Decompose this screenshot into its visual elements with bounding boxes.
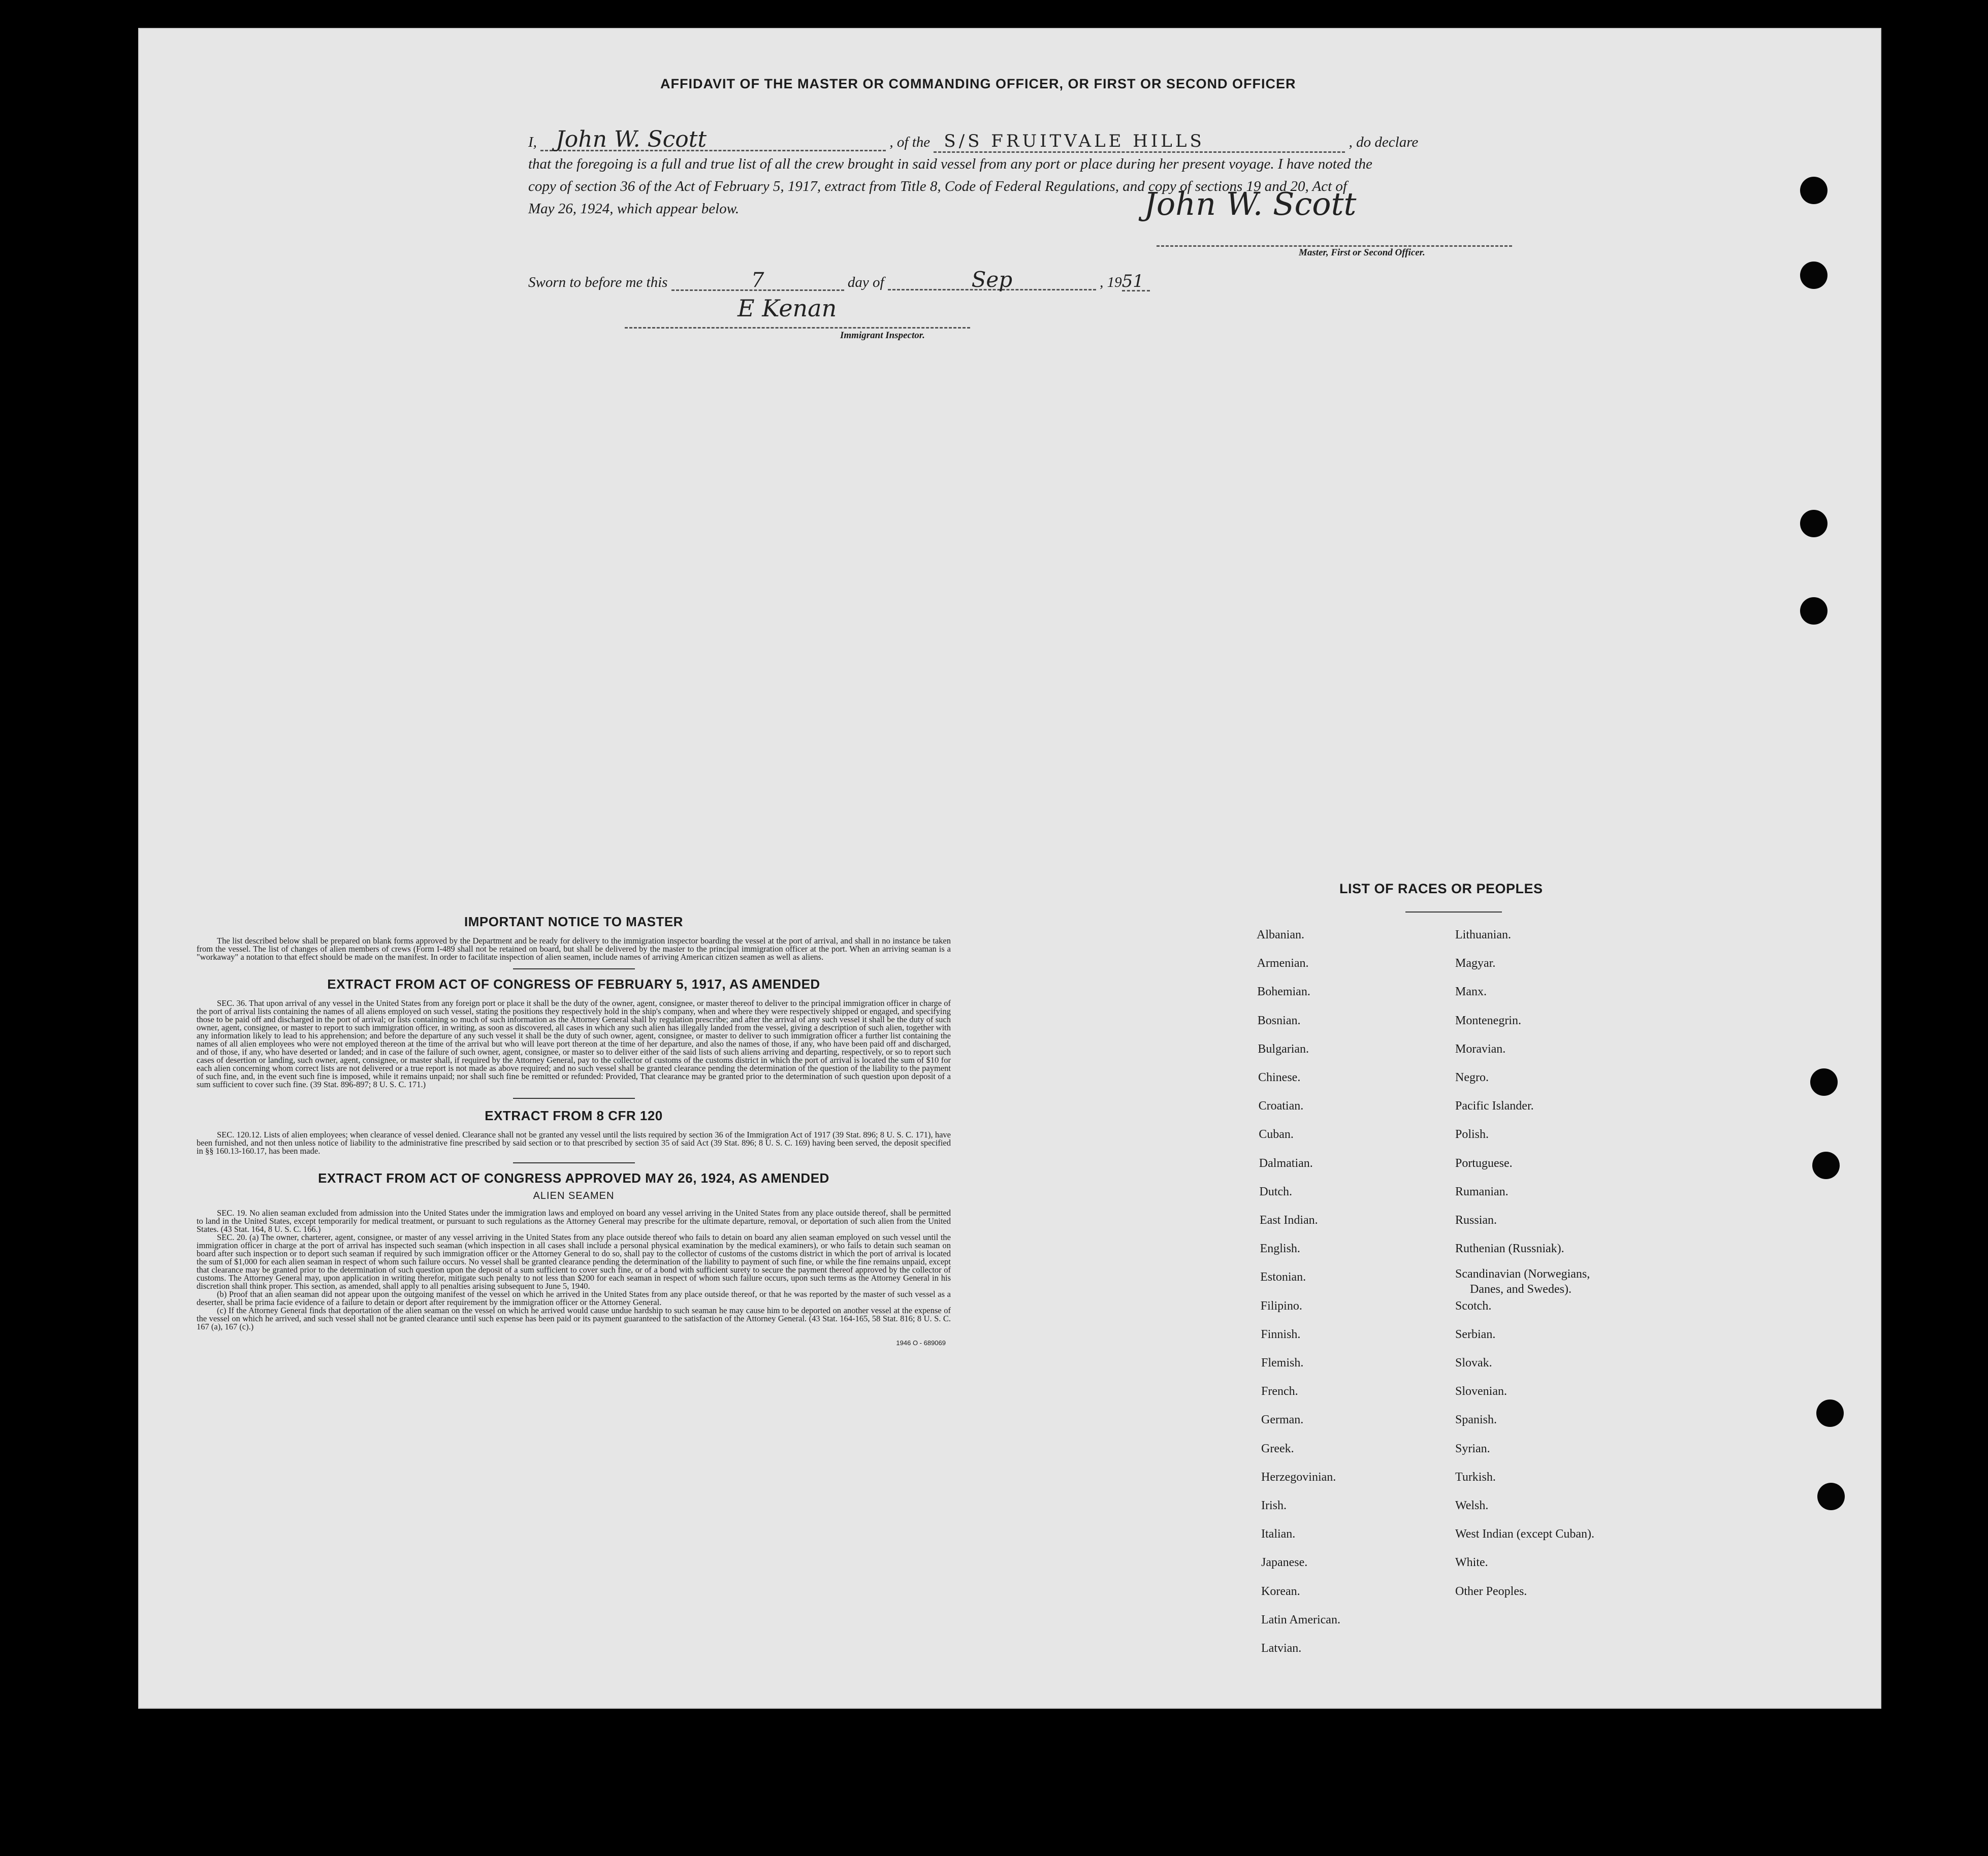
race-item: French. bbox=[1261, 1385, 1298, 1398]
binder-hole bbox=[1812, 1152, 1840, 1179]
race-item: Polish. bbox=[1455, 1128, 1489, 1142]
race-item: Armenian. bbox=[1257, 957, 1309, 970]
notice-body: The list described below shall be prepared on blank forms approved by the Department and be ready for delivery to the immigration inspector boarding the vessel at the port of arrival, and shall in no instance be taken from the vessel. The list of changes of alien members of crews (Form I-489 shall not be retained on board, but shall be delivered by the master to the principal immigration officer at the port. When an arriving seaman is a "workaway" a notation to that effect should be made on the manifest. In order to facilitate inspection of alien seamen, include names of arriving American citizen seamen as well as aliens. bbox=[197, 936, 951, 962]
race-item: Negro. bbox=[1455, 1071, 1489, 1084]
race-item: Estonian. bbox=[1260, 1271, 1306, 1284]
sworn-line bbox=[528, 267, 1516, 294]
race-item: Portuguese. bbox=[1455, 1156, 1513, 1170]
race-item: Manx. bbox=[1455, 985, 1487, 999]
race-item: Serbian. bbox=[1455, 1327, 1496, 1341]
race-item: Chinese. bbox=[1258, 1071, 1301, 1084]
race-item: Japanese. bbox=[1261, 1556, 1308, 1570]
race-item: Syrian. bbox=[1455, 1442, 1490, 1455]
master-signature-handwritten: John W. Scott bbox=[1144, 185, 1357, 222]
affidavit-body-line1: that the foregoing is a full and true list of all the crew brought in said vessel from any port or place during her present voyage. I have noted the bbox=[528, 156, 1372, 172]
i-label: I, bbox=[528, 134, 537, 150]
sec20b-body: (b) Proof that an alien seaman did not appear upon the outgoing manifest of the vessel on which he arrived in the United States from any place outside thereof, or that he was reported by the master of such vessel as a deserter, shall be prima facie evidence of a failure to detain or deport after requirement by the immigration officer or the Attorney General. bbox=[197, 1289, 951, 1307]
race-item: English. bbox=[1260, 1242, 1300, 1256]
extract-1924-heading: EXTRACT FROM ACT OF CONGRESS APPROVED MAY 26, 1924, AS AMENDED bbox=[318, 1170, 829, 1186]
race-item: White. bbox=[1455, 1556, 1488, 1570]
day-handwritten: 7 bbox=[671, 271, 844, 291]
signature-line bbox=[1157, 245, 1512, 247]
year-handwritten: 51 bbox=[1122, 273, 1150, 291]
race-item: Scotch. bbox=[1455, 1299, 1492, 1313]
sec19-body: SEC. 19. No alien seaman excluded from admission into the United States under the immigration laws and employed on board any vessel arriving in the United States from any place outside thereof, shall be permitted to land in the United States, except temporarily for medical treatment, or pursuant to such regulations as the Attorney General may prescribe for the ultimate departure, removal, or deportation of such alien from the United States. (43 Stat. 164, 8 U. S. C. 166.) bbox=[197, 1208, 951, 1234]
sec20c-body: (c) If the Attorney General finds that deportation of the alien seaman on the vessel on which he arrived would cause undue hardship to such seaman he may cause him to be deported on another vessel at the expense of the vessel on which he arrived, and such vessel shall not be granted clearance until such expense has been paid or its payment guaranteed to the satisfaction of the Attorney General. (43 Stat. 164-165, 58 Stat. 816; 8 U. S. C. 167 (a), 167 (c).) bbox=[197, 1306, 951, 1331]
race-item: Slovak. bbox=[1455, 1356, 1492, 1370]
binder-hole bbox=[1800, 262, 1827, 289]
do-declare-label: , do declare bbox=[1349, 134, 1419, 150]
race-item: Latvian. bbox=[1261, 1642, 1302, 1655]
race-item: Bohemian. bbox=[1257, 985, 1310, 999]
race-item: Lithuanian. bbox=[1455, 928, 1511, 941]
race-item: Finnish. bbox=[1261, 1327, 1301, 1341]
race-item: Other Peoples. bbox=[1455, 1584, 1527, 1598]
race-item: Irish. bbox=[1261, 1499, 1287, 1512]
legal-notice-column bbox=[197, 914, 951, 1347]
race-item: Filipino. bbox=[1260, 1299, 1302, 1313]
extract-1917-body: SEC. 36. That upon arrival of any vessel in the United States from any foreign port or place it shall be the duty of the owner, agent, consignee, or master thereof to deliver to the principal immigration officer in charge of the port of arrival lists containing the names of all aliens employed on such vessel, stating the positions they respectively hold in the ship's company, when and where they were respectively shipped or engaged, and specifying those to be paid off and discharged in the port of arrival; or lists containing so much of such information as the Attorney General shall by regulation prescribe; and after the arrival of any such vessel it shall be the duty of such owner, agent, consignee, or master to report to such immigration officer, in writing, as soon as discovered, all cases in which any such alien has illegally landed from the vessel, giving a description of such alien, together with any information likely to lead to his apprehension; and before the departure of any such vessel it shall be the duty of such owner, agent, consignee, or master to deliver to such immigration officer a further list containing the names of all alien employees who were not employed thereon at the time of the arrival but who will leave port thereon at the time of her departure, and also the names of those, if any, who have been paid off and discharged, and of those, if any, who have deserted or landed; and in case of the failure of such owner, agent, consignee, or master so to deliver either of the said lists of such aliens arriving and departing, respectively, or so to report such cases of desertion or landing, such owner, agent, consignee, or master shall, if required by the Attorney General, pay to the collector of customs of the customs district in which the port of arrival is located the sum of $10 for each alien concerning whom correct lists are not delivered or a true report is not made as above required; and no such vessel shall be granted clearance pending the determination of the question of the liability to the payment of such fine, and, in the event such fine is imposed, while it remains unpaid; nor shall such fine be remitted or refunded: Provided, That clearance may be granted prior to the determination of such question upon deposit of a sum sufficient to cover such fine. (39 Stat. 896-897; 8 U. S. C. 171.) bbox=[197, 998, 951, 1089]
binder-hole bbox=[1800, 177, 1827, 204]
divider bbox=[513, 1162, 635, 1163]
extract-cfr-heading: EXTRACT FROM 8 CFR 120 bbox=[485, 1108, 663, 1123]
race-item: Slovenian. bbox=[1455, 1385, 1507, 1398]
race-item: Moravian. bbox=[1455, 1042, 1506, 1056]
race-item: Croatian. bbox=[1258, 1099, 1304, 1113]
inspector-signature-handwritten: E Kenan bbox=[738, 295, 837, 322]
race-item: Greek. bbox=[1261, 1442, 1294, 1455]
vessel-name-handwritten: S/S FRUITVALE HILLS bbox=[934, 131, 1345, 153]
affidavit-body-line2: copy of section 36 of the Act of February 5, 1917, extract from Title 8, Code of Federal Regulations, and copy of sections 19 and 20, Act of bbox=[528, 178, 1347, 194]
alien-seamen-subheading: ALIEN SEAMEN bbox=[533, 1190, 615, 1201]
month-handwritten: Sep bbox=[888, 271, 1096, 290]
binder-hole bbox=[1800, 597, 1827, 625]
divider bbox=[513, 1098, 635, 1099]
binder-hole bbox=[1800, 510, 1827, 537]
race-item: Dalmatian. bbox=[1259, 1156, 1313, 1170]
extract-cfr-body: SEC. 120.12. Lists of alien employees; when clearance of vessel denied. Clearance shall not be granted any vessel until the lists required by section 36 of the Immigration Act of 1917 (39 Stat. 896; 8 U. S. C. 171), have been furnished, and not then unless notice of liability to the administrative fine prescribed by said section or to that prescribed by section 35 of said Act (39 Stat. 896; 8 U. S. C. 169) having been served, the deposit specified in §§ 160.13-160.17, has been made. bbox=[197, 1130, 951, 1156]
signature-caption: Master, First or Second Officer. bbox=[1299, 247, 1425, 258]
divider bbox=[513, 968, 635, 969]
race-item: Latin American. bbox=[1261, 1613, 1340, 1626]
race-item: Russian. bbox=[1455, 1214, 1497, 1227]
race-item: Dutch. bbox=[1259, 1185, 1293, 1198]
race-item: Turkish. bbox=[1455, 1470, 1496, 1484]
race-item: Spanish. bbox=[1455, 1413, 1497, 1427]
race-item: East Indian. bbox=[1260, 1214, 1318, 1227]
race-item: Montenegrin. bbox=[1455, 1014, 1521, 1027]
sworn-label: Sworn to before me this bbox=[528, 274, 668, 290]
master-name-handwritten: John W. Scott bbox=[540, 129, 886, 151]
affidavit-declaration-line bbox=[528, 126, 1516, 153]
binder-hole bbox=[1817, 1483, 1845, 1510]
race-item: Scandinavian (Norwegians, bbox=[1455, 1267, 1590, 1281]
inspector-caption: Immigrant Inspector. bbox=[840, 330, 925, 341]
race-item: Cuban. bbox=[1259, 1128, 1294, 1142]
race-item: Ruthenian (Russniak). bbox=[1455, 1242, 1564, 1256]
affidavit-heading: AFFIDAVIT OF THE MASTER OR COMMANDING OFFICER, OR FIRST OR SECOND OFFICER bbox=[660, 76, 1296, 91]
race-item: Albanian. bbox=[1257, 928, 1304, 941]
race-item: Bulgarian. bbox=[1258, 1042, 1309, 1056]
day-of-label: day of bbox=[847, 274, 884, 290]
print-code: 1946 O - 689069 bbox=[896, 1339, 946, 1347]
of-the-label: , of the bbox=[889, 134, 931, 150]
inspector-signature-line bbox=[625, 327, 970, 329]
affidavit-body-line3: May 26, 1924, which appear below. bbox=[528, 201, 740, 217]
binder-hole bbox=[1810, 1068, 1838, 1096]
race-item: German. bbox=[1261, 1413, 1304, 1427]
race-item: Magyar. bbox=[1455, 957, 1496, 970]
races-heading: LIST OF RACES OR PEOPLES bbox=[1339, 881, 1543, 896]
document-page bbox=[138, 28, 1881, 1709]
extract-1917-heading: EXTRACT FROM ACT OF CONGRESS OF FEBRUARY 5, 1917, AS AMENDED bbox=[327, 976, 820, 992]
race-item: Danes, and Swedes). bbox=[1470, 1283, 1572, 1296]
race-item: Flemish. bbox=[1261, 1356, 1304, 1370]
race-item: Herzegovinian. bbox=[1261, 1470, 1336, 1484]
race-item: West Indian (except Cuban). bbox=[1455, 1527, 1594, 1541]
race-item: Rumanian. bbox=[1455, 1185, 1509, 1198]
race-item: Welsh. bbox=[1455, 1499, 1489, 1512]
race-item: Italian. bbox=[1261, 1527, 1296, 1541]
race-item: Korean. bbox=[1261, 1584, 1300, 1598]
races-divider bbox=[1405, 911, 1502, 913]
binder-hole bbox=[1816, 1399, 1844, 1427]
sec20a-body: SEC. 20. (a) The owner, charterer, agent, consignee, or master of any vessel arriving in the United States from any place outside thereof who fails to detain on board any alien seaman employed on such vessel until the immigration officer in charge at the port of arrival has inspected such seaman (which inspection in all cases shall include a personal physical examination by the medical examiners), or who fails to detain such seaman on board after such inspection or to deport such seaman if required by such immigration officer or the Attorney General to do so, shall pay to the collector of customs of the customs district in which the port of arrival is located the sum of $1,000 for each alien seaman in respect of whom such failure occurs. No vessel shall be granted clearance pending the determination of the liability to payment of such fine, or while the fine remains unpaid, except that clearance may be granted prior to the determination of such question upon the deposit of a sum sufficient to cover such fine, or of a bond with sufficient surety to secure the payment thereof approved by the collector of customs. The Attorney General may, upon application in writing therefor, mitigate such penalty to not less than $200 for each seaman in respect of whom such failure occurs, upon such terms as the Attorney General in his discretion shall think proper. This section, as amended, shall apply to all penalties arising subsequent to June 5, 1940. bbox=[197, 1232, 951, 1291]
year-prefix: , 19 bbox=[1100, 274, 1122, 290]
race-item: Bosnian. bbox=[1257, 1014, 1301, 1027]
race-item: Pacific Islander. bbox=[1455, 1099, 1534, 1113]
notice-heading: IMPORTANT NOTICE TO MASTER bbox=[464, 914, 683, 929]
